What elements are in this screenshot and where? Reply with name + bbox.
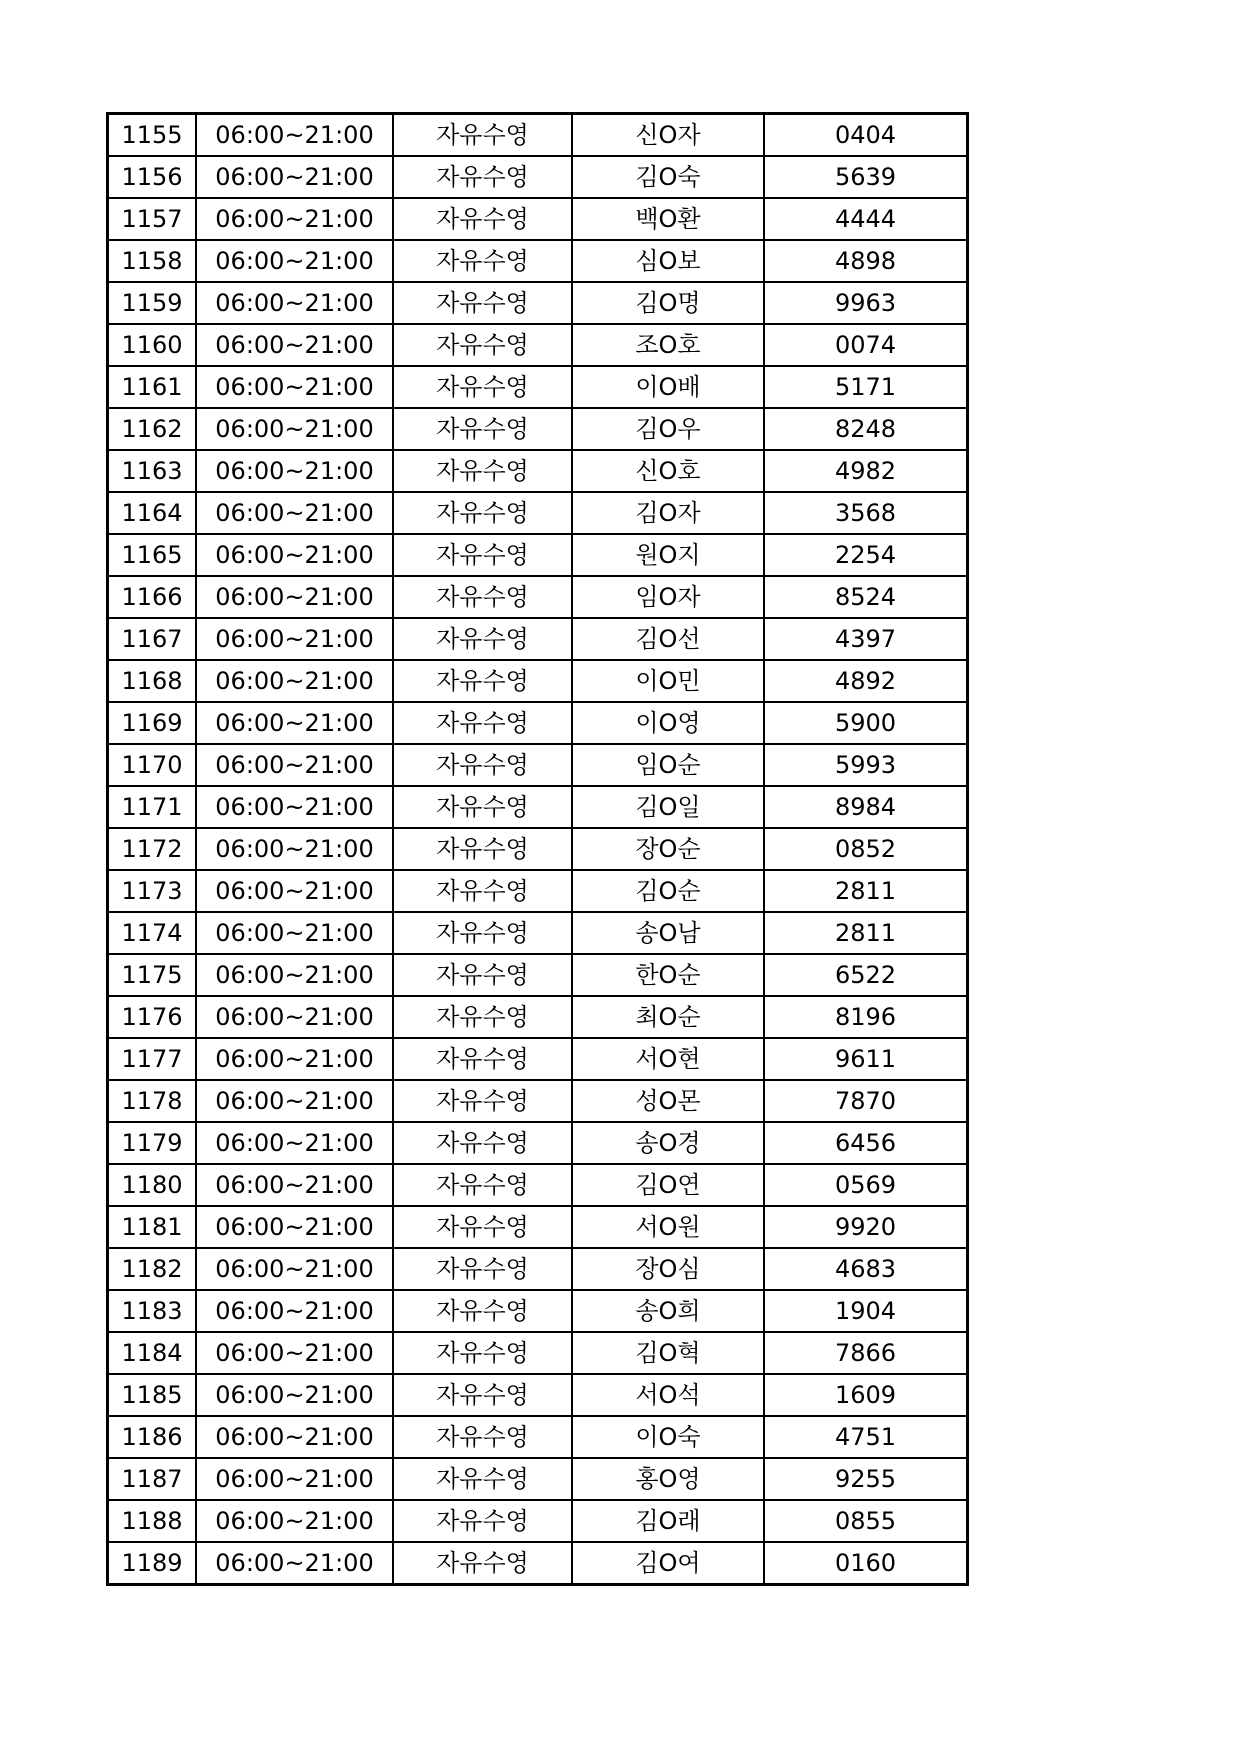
- code-cell: 9611: [764, 1038, 968, 1080]
- code-cell: 5639: [764, 156, 968, 198]
- time-range-cell: 06:00~21:00: [196, 282, 393, 324]
- program-cell: 자유수영: [393, 1374, 572, 1416]
- table-row: [108, 744, 968, 786]
- registration-table-body: [108, 114, 968, 1585]
- entry-number-cell: 1181: [108, 1206, 197, 1248]
- entry-number-cell: 1175: [108, 954, 197, 996]
- name-cell: 임O순: [572, 744, 764, 786]
- time-range-cell: 06:00~21:00: [196, 1038, 393, 1080]
- table-row: [108, 1164, 968, 1206]
- program-cell: 자유수영: [393, 1458, 572, 1500]
- entry-number-cell: 1187: [108, 1458, 197, 1500]
- name-cell: 김O일: [572, 786, 764, 828]
- table-row: [108, 1038, 968, 1080]
- entry-number-cell: 1183: [108, 1290, 197, 1332]
- program-cell: 자유수영: [393, 1290, 572, 1332]
- name-cell: 성O몬: [572, 1080, 764, 1122]
- entry-number-cell: 1184: [108, 1332, 197, 1374]
- name-cell: 조O호: [572, 324, 764, 366]
- entry-number-cell: 1155: [108, 114, 197, 157]
- table-row: [108, 1542, 968, 1585]
- name-cell: 송O희: [572, 1290, 764, 1332]
- code-cell: 4683: [764, 1248, 968, 1290]
- time-range-cell: 06:00~21:00: [196, 450, 393, 492]
- name-cell: 김O순: [572, 870, 764, 912]
- code-cell: 7870: [764, 1080, 968, 1122]
- program-cell: 자유수영: [393, 1206, 572, 1248]
- entry-number-cell: 1160: [108, 324, 197, 366]
- name-cell: 홍O영: [572, 1458, 764, 1500]
- code-cell: 1904: [764, 1290, 968, 1332]
- name-cell: 송O남: [572, 912, 764, 954]
- code-cell: 9255: [764, 1458, 968, 1500]
- entry-number-cell: 1156: [108, 156, 197, 198]
- time-range-cell: 06:00~21:00: [196, 1206, 393, 1248]
- code-cell: 5993: [764, 744, 968, 786]
- program-cell: 자유수영: [393, 660, 572, 702]
- code-cell: 4751: [764, 1416, 968, 1458]
- name-cell: 장O순: [572, 828, 764, 870]
- name-cell: 김O숙: [572, 156, 764, 198]
- entry-number-cell: 1188: [108, 1500, 197, 1542]
- program-cell: 자유수영: [393, 786, 572, 828]
- name-cell: 이O숙: [572, 1416, 764, 1458]
- table-row: [108, 1332, 968, 1374]
- table-row: [108, 1416, 968, 1458]
- program-cell: 자유수영: [393, 912, 572, 954]
- table-row: [108, 660, 968, 702]
- time-range-cell: 06:00~21:00: [196, 828, 393, 870]
- table-row: [108, 534, 968, 576]
- code-cell: 2811: [764, 870, 968, 912]
- name-cell: 임O자: [572, 576, 764, 618]
- time-range-cell: 06:00~21:00: [196, 912, 393, 954]
- code-cell: 6522: [764, 954, 968, 996]
- time-range-cell: 06:00~21:00: [196, 1374, 393, 1416]
- entry-number-cell: 1174: [108, 912, 197, 954]
- code-cell: 8248: [764, 408, 968, 450]
- table-row: [108, 996, 968, 1038]
- name-cell: 김O연: [572, 1164, 764, 1206]
- program-cell: 자유수영: [393, 702, 572, 744]
- time-range-cell: 06:00~21:00: [196, 114, 393, 157]
- table-row: [108, 912, 968, 954]
- code-cell: 4444: [764, 198, 968, 240]
- table-row: [108, 702, 968, 744]
- program-cell: 자유수영: [393, 240, 572, 282]
- entry-number-cell: 1164: [108, 492, 197, 534]
- name-cell: 김O선: [572, 618, 764, 660]
- name-cell: 이O민: [572, 660, 764, 702]
- name-cell: 심O보: [572, 240, 764, 282]
- code-cell: 0855: [764, 1500, 968, 1542]
- code-cell: 6456: [764, 1122, 968, 1164]
- code-cell: 4982: [764, 450, 968, 492]
- entry-number-cell: 1186: [108, 1416, 197, 1458]
- code-cell: 1609: [764, 1374, 968, 1416]
- name-cell: 최O순: [572, 996, 764, 1038]
- table-row: [108, 1458, 968, 1500]
- table-row: [108, 618, 968, 660]
- name-cell: 김O여: [572, 1542, 764, 1585]
- code-cell: 3568: [764, 492, 968, 534]
- name-cell: 송O경: [572, 1122, 764, 1164]
- program-cell: 자유수영: [393, 828, 572, 870]
- entry-number-cell: 1179: [108, 1122, 197, 1164]
- table-row: [108, 1290, 968, 1332]
- entry-number-cell: 1182: [108, 1248, 197, 1290]
- table-row: [108, 1500, 968, 1542]
- entry-number-cell: 1176: [108, 996, 197, 1038]
- program-cell: 자유수영: [393, 1542, 572, 1585]
- time-range-cell: 06:00~21:00: [196, 744, 393, 786]
- program-cell: 자유수영: [393, 114, 572, 157]
- program-cell: 자유수영: [393, 1164, 572, 1206]
- time-range-cell: 06:00~21:00: [196, 1416, 393, 1458]
- entry-number-cell: 1177: [108, 1038, 197, 1080]
- time-range-cell: 06:00~21:00: [196, 324, 393, 366]
- code-cell: 4397: [764, 618, 968, 660]
- entry-number-cell: 1168: [108, 660, 197, 702]
- program-cell: 자유수영: [393, 1080, 572, 1122]
- time-range-cell: 06:00~21:00: [196, 954, 393, 996]
- name-cell: 김O자: [572, 492, 764, 534]
- time-range-cell: 06:00~21:00: [196, 408, 393, 450]
- entry-number-cell: 1158: [108, 240, 197, 282]
- entry-number-cell: 1159: [108, 282, 197, 324]
- registration-table: [106, 112, 969, 1586]
- program-cell: 자유수영: [393, 1038, 572, 1080]
- table-row: [108, 408, 968, 450]
- entry-number-cell: 1178: [108, 1080, 197, 1122]
- program-cell: 자유수영: [393, 1332, 572, 1374]
- time-range-cell: 06:00~21:00: [196, 1542, 393, 1585]
- time-range-cell: 06:00~21:00: [196, 240, 393, 282]
- program-cell: 자유수영: [393, 324, 572, 366]
- code-cell: 0404: [764, 114, 968, 157]
- time-range-cell: 06:00~21:00: [196, 870, 393, 912]
- table-row: [108, 870, 968, 912]
- program-cell: 자유수영: [393, 1248, 572, 1290]
- code-cell: 8524: [764, 576, 968, 618]
- table-row: [108, 324, 968, 366]
- name-cell: 신O자: [572, 114, 764, 157]
- name-cell: 김O래: [572, 1500, 764, 1542]
- time-range-cell: 06:00~21:00: [196, 1248, 393, 1290]
- name-cell: 김O명: [572, 282, 764, 324]
- time-range-cell: 06:00~21:00: [196, 618, 393, 660]
- program-cell: 자유수영: [393, 492, 572, 534]
- time-range-cell: 06:00~21:00: [196, 576, 393, 618]
- code-cell: 4898: [764, 240, 968, 282]
- time-range-cell: 06:00~21:00: [196, 702, 393, 744]
- code-cell: 8984: [764, 786, 968, 828]
- table-row: [108, 240, 968, 282]
- program-cell: 자유수영: [393, 408, 572, 450]
- entry-number-cell: 1172: [108, 828, 197, 870]
- time-range-cell: 06:00~21:00: [196, 1332, 393, 1374]
- program-cell: 자유수영: [393, 1500, 572, 1542]
- table-row: [108, 366, 968, 408]
- entry-number-cell: 1173: [108, 870, 197, 912]
- table-row: [108, 282, 968, 324]
- code-cell: 2811: [764, 912, 968, 954]
- entry-number-cell: 1161: [108, 366, 197, 408]
- name-cell: 한O순: [572, 954, 764, 996]
- entry-number-cell: 1171: [108, 786, 197, 828]
- code-cell: 0160: [764, 1542, 968, 1585]
- time-range-cell: 06:00~21:00: [196, 1290, 393, 1332]
- program-cell: 자유수영: [393, 996, 572, 1038]
- table-row: [108, 450, 968, 492]
- time-range-cell: 06:00~21:00: [196, 1122, 393, 1164]
- entry-number-cell: 1165: [108, 534, 197, 576]
- program-cell: 자유수영: [393, 534, 572, 576]
- program-cell: 자유수영: [393, 156, 572, 198]
- program-cell: 자유수영: [393, 1416, 572, 1458]
- code-cell: 4892: [764, 660, 968, 702]
- table-row: [108, 954, 968, 996]
- entry-number-cell: 1167: [108, 618, 197, 660]
- name-cell: 서O석: [572, 1374, 764, 1416]
- code-cell: 9920: [764, 1206, 968, 1248]
- code-cell: 0569: [764, 1164, 968, 1206]
- program-cell: 자유수영: [393, 282, 572, 324]
- time-range-cell: 06:00~21:00: [196, 1500, 393, 1542]
- entry-number-cell: 1162: [108, 408, 197, 450]
- program-cell: 자유수영: [393, 618, 572, 660]
- time-range-cell: 06:00~21:00: [196, 1458, 393, 1500]
- code-cell: 5900: [764, 702, 968, 744]
- entry-number-cell: 1170: [108, 744, 197, 786]
- name-cell: 이O배: [572, 366, 764, 408]
- table-row: [108, 156, 968, 198]
- table-row: [108, 1374, 968, 1416]
- table-row: [108, 828, 968, 870]
- name-cell: 이O영: [572, 702, 764, 744]
- name-cell: 백O환: [572, 198, 764, 240]
- table-row: [108, 114, 968, 157]
- code-cell: 0852: [764, 828, 968, 870]
- code-cell: 7866: [764, 1332, 968, 1374]
- table-row: [108, 786, 968, 828]
- time-range-cell: 06:00~21:00: [196, 1080, 393, 1122]
- time-range-cell: 06:00~21:00: [196, 156, 393, 198]
- code-cell: 0074: [764, 324, 968, 366]
- name-cell: 신O호: [572, 450, 764, 492]
- table-row: [108, 1248, 968, 1290]
- entry-number-cell: 1166: [108, 576, 197, 618]
- name-cell: 장O심: [572, 1248, 764, 1290]
- time-range-cell: 06:00~21:00: [196, 198, 393, 240]
- time-range-cell: 06:00~21:00: [196, 492, 393, 534]
- entry-number-cell: 1169: [108, 702, 197, 744]
- entry-number-cell: 1180: [108, 1164, 197, 1206]
- table-row: [108, 1122, 968, 1164]
- time-range-cell: 06:00~21:00: [196, 366, 393, 408]
- time-range-cell: 06:00~21:00: [196, 534, 393, 576]
- code-cell: 5171: [764, 366, 968, 408]
- table-row: [108, 576, 968, 618]
- name-cell: 김O혁: [572, 1332, 764, 1374]
- name-cell: 서O현: [572, 1038, 764, 1080]
- table-row: [108, 1206, 968, 1248]
- table-row: [108, 1080, 968, 1122]
- time-range-cell: 06:00~21:00: [196, 786, 393, 828]
- program-cell: 자유수영: [393, 576, 572, 618]
- table-row: [108, 198, 968, 240]
- entry-number-cell: 1185: [108, 1374, 197, 1416]
- program-cell: 자유수영: [393, 954, 572, 996]
- name-cell: 서O원: [572, 1206, 764, 1248]
- program-cell: 자유수영: [393, 198, 572, 240]
- name-cell: 원O지: [572, 534, 764, 576]
- code-cell: 9963: [764, 282, 968, 324]
- table-row: [108, 492, 968, 534]
- program-cell: 자유수영: [393, 366, 572, 408]
- entry-number-cell: 1189: [108, 1542, 197, 1585]
- program-cell: 자유수영: [393, 870, 572, 912]
- name-cell: 김O우: [572, 408, 764, 450]
- program-cell: 자유수영: [393, 1122, 572, 1164]
- entry-number-cell: 1157: [108, 198, 197, 240]
- code-cell: 8196: [764, 996, 968, 1038]
- code-cell: 2254: [764, 534, 968, 576]
- program-cell: 자유수영: [393, 744, 572, 786]
- program-cell: 자유수영: [393, 450, 572, 492]
- time-range-cell: 06:00~21:00: [196, 1164, 393, 1206]
- time-range-cell: 06:00~21:00: [196, 996, 393, 1038]
- time-range-cell: 06:00~21:00: [196, 660, 393, 702]
- entry-number-cell: 1163: [108, 450, 197, 492]
